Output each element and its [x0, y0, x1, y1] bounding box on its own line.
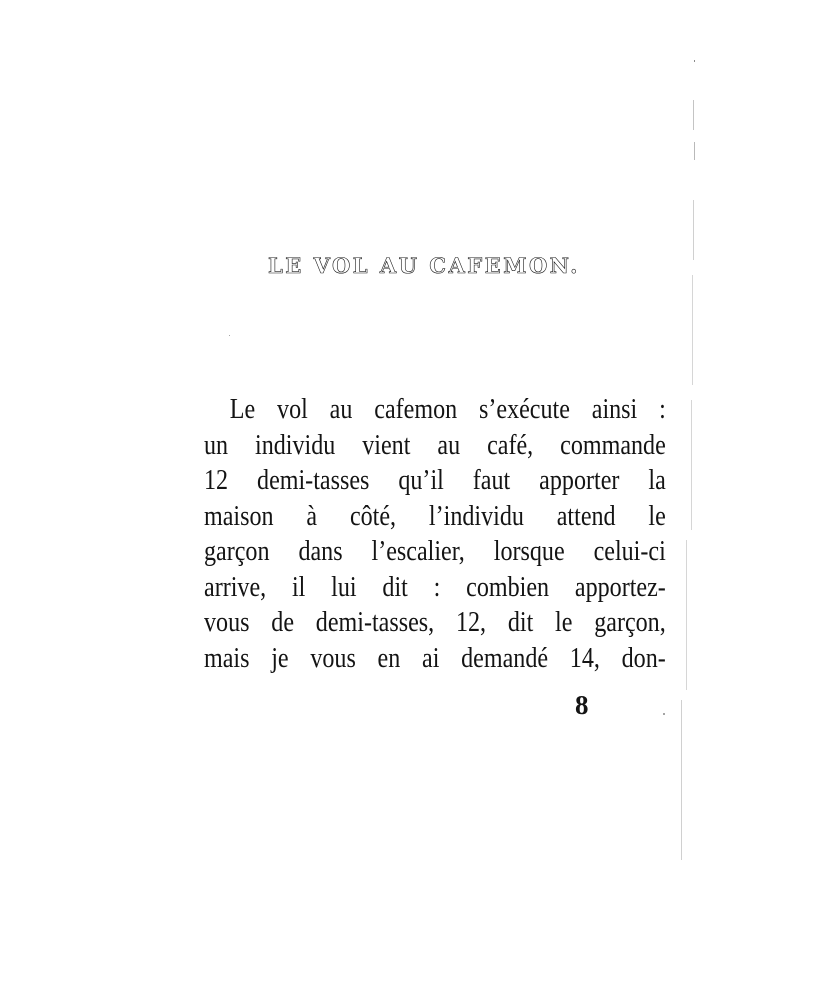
word: vient — [362, 429, 411, 461]
text-line — [204, 499, 666, 535]
word: apporter — [539, 465, 620, 496]
word: dit — [507, 607, 534, 638]
page-edge-artifact — [676, 60, 698, 860]
word: mais — [204, 642, 250, 674]
word: combien — [466, 571, 550, 603]
scan-speck — [663, 713, 665, 715]
word: lorsque — [493, 536, 565, 567]
word: en — [377, 642, 401, 674]
word: je — [271, 642, 289, 674]
word: cafemon — [374, 394, 458, 425]
word: café, — [487, 429, 534, 461]
word: qu’il — [398, 465, 444, 496]
word: garçon — [204, 536, 270, 567]
word: ainsi — [591, 394, 638, 425]
body-paragraph — [204, 392, 666, 676]
word: Le — [229, 394, 256, 425]
word: s’exécute — [478, 394, 570, 425]
word: don- — [621, 642, 666, 674]
word: demi-tasses, — [315, 607, 435, 638]
word: 12, — [455, 607, 487, 638]
word: vous — [310, 642, 356, 674]
word: un — [204, 429, 229, 461]
word: à — [306, 500, 318, 532]
word: au — [437, 429, 461, 461]
word: vous — [204, 607, 250, 638]
word: : — [659, 394, 666, 425]
word: de — [271, 607, 295, 638]
word: vol — [277, 394, 308, 425]
word: apportez- — [574, 571, 666, 603]
word: le — [648, 500, 666, 532]
word: faut — [472, 465, 511, 496]
word: l’individu — [428, 500, 524, 532]
word: lui — [331, 571, 357, 603]
page-number: 8 — [575, 690, 589, 720]
text-line — [204, 570, 666, 606]
word: demandé — [461, 642, 549, 674]
text-line — [204, 605, 666, 641]
word: dans — [298, 536, 343, 567]
word: au — [329, 394, 353, 425]
word: dit — [382, 571, 408, 603]
word: : — [433, 571, 441, 603]
word: côté, — [349, 500, 397, 532]
text-line — [204, 534, 666, 570]
text-line — [204, 641, 666, 677]
word: la — [648, 465, 666, 496]
word: maison — [204, 500, 274, 532]
word: 12 — [204, 465, 229, 496]
word: celui-ci — [593, 536, 666, 567]
text-line — [204, 428, 666, 464]
word: garçon, — [594, 607, 666, 638]
scan-speck — [229, 335, 230, 336]
word: demi-tasses — [257, 465, 370, 496]
section-title: LE VOL AU CAFEMON. — [268, 253, 580, 278]
text-line — [204, 463, 666, 499]
word: commande — [560, 429, 666, 461]
word: attend — [556, 500, 616, 532]
word: individu — [255, 429, 336, 461]
word: le — [555, 607, 573, 638]
text-line — [204, 392, 666, 428]
word: ai — [422, 642, 440, 674]
word: il — [291, 571, 306, 603]
word: l’escalier, — [371, 536, 465, 567]
word: 14, — [569, 642, 600, 674]
word: arrive, — [204, 571, 267, 603]
